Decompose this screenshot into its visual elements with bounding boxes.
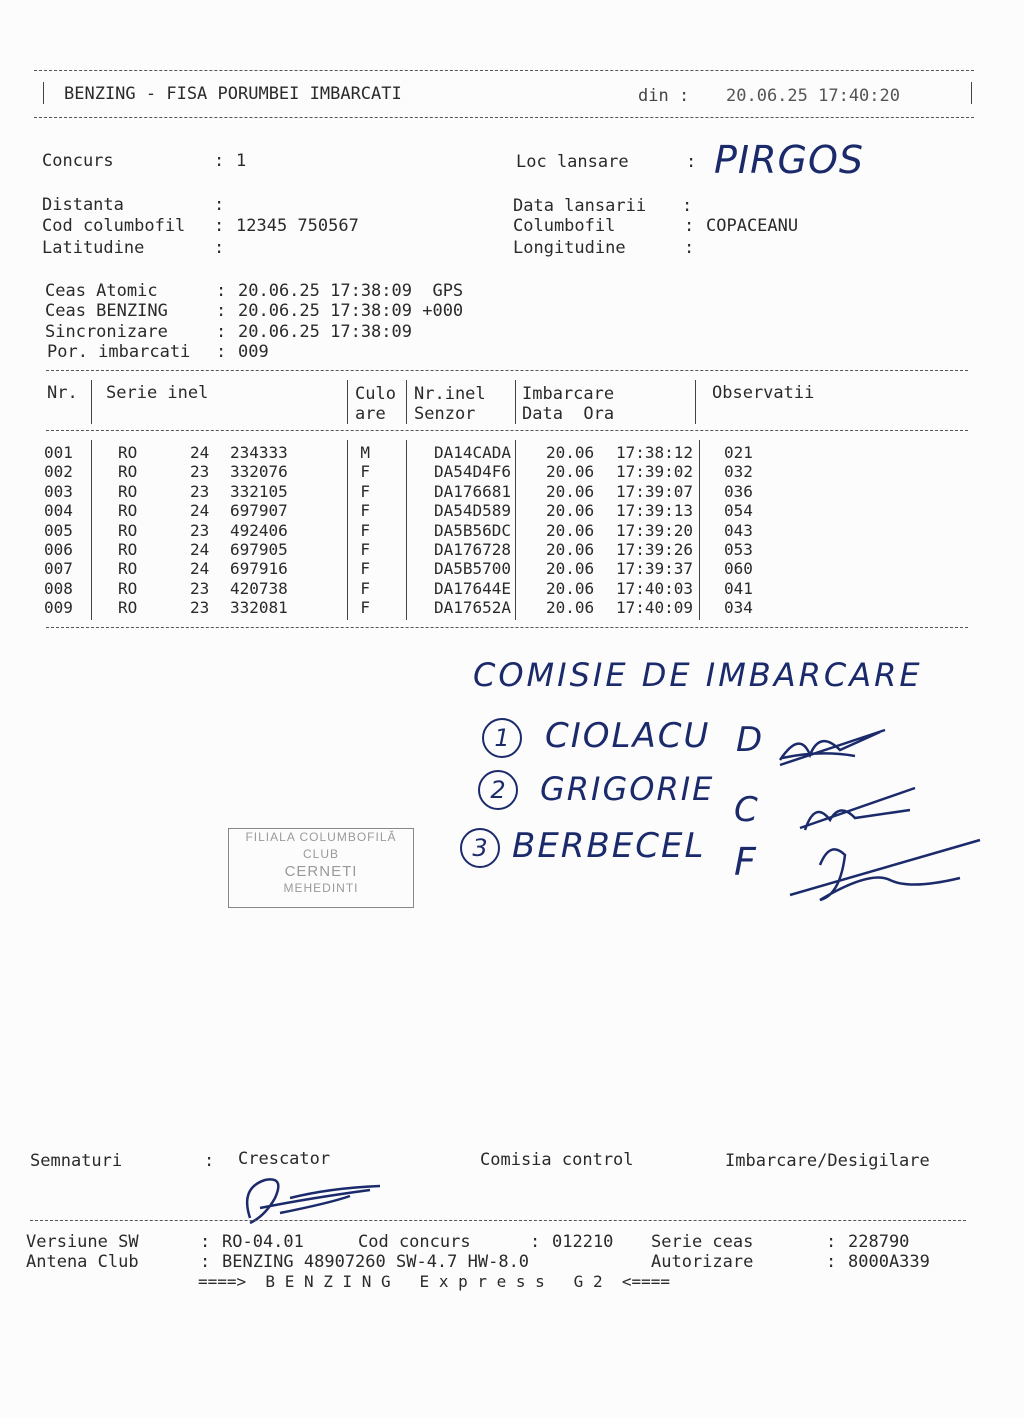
row-ora: 17:40:09 [616,598,694,618]
row-data: 20.06 [546,598,595,618]
col-divider-3 [406,380,407,424]
ceas-atomic-label: Ceas Atomic [45,281,158,301]
row-inel: 420738 [230,578,288,598]
row-nr: 007 [44,559,73,579]
row-senzor: DA5B56DC [434,520,512,540]
row-culoare [370,521,424,540]
row-senzor: DA54D589 [434,501,512,521]
colon: : [682,196,693,216]
col-header-imbarcare-2: Data Ora [522,404,615,424]
row-an: 24 [190,559,210,579]
row-sex: M [360,443,370,462]
row-inel: 697916 [230,559,288,579]
row-sex: F [360,559,370,579]
row-nr: 008 [44,578,73,598]
stamp-line-2: CLUB [302,847,339,861]
row-tara: RO [118,520,138,540]
member-mark: D [736,720,763,760]
col-header-culoare-2: are [355,404,386,424]
longitudine-label: Longitudine [513,238,626,258]
antena-value: BENZING 48907260 SW-4.7 HW-8.0 [222,1252,530,1272]
member-mark: C [734,790,758,830]
row-senzor: DA176728 [434,540,512,560]
cod-concurs-label: Cod concurs [358,1232,471,1252]
row-data: 20.06 [546,443,595,462]
header-border-right [971,82,972,104]
row-an: 24 [190,540,210,560]
colon: : [200,1232,211,1252]
row-tara: RO [118,443,138,462]
row-sex: F [360,501,370,521]
member-name: CIOLACU [545,716,711,756]
semnaturi-label: Semnaturi [30,1151,123,1171]
loc-lansare-value-handwritten: PIRGOS [714,138,865,182]
row-an: 23 [190,462,210,482]
row-nr: 006 [44,540,73,560]
concurs-value: 1 [236,151,247,171]
row-an: 24 [190,501,210,521]
row-nr: 005 [44,520,73,540]
row-nr: 009 [44,598,73,618]
header-date-label: din : [638,86,690,106]
row-sex: F [360,598,370,618]
row-culoare [370,443,424,462]
colon: : [204,1151,215,1171]
row-inel: 332076 [230,462,288,482]
row-inel: 234333 [230,443,288,462]
table-header-divider [46,430,968,431]
columbofil-value: COPACEANU [706,216,799,236]
row-nr: 002 [44,462,73,482]
table-row [44,443,784,462]
row-obs: 041 [724,578,753,598]
row-an: 24 [190,443,210,462]
col-header-imbarcare-1: Imbarcare [522,384,615,404]
colon: : [216,301,227,321]
col-header-culoare-1: Culo [355,384,396,404]
row-ora: 17:39:13 [616,501,694,521]
row-ora: 17:39:37 [616,559,694,579]
row-ora: 17:38:12 [616,443,694,462]
colon: : [214,216,225,236]
row-obs: 043 [724,520,753,540]
row-senzor: DA54D4F6 [434,462,512,482]
ceas-benzing-value: 20.06.25 17:38:09 +000 [238,301,464,321]
serie-ceas-label: Serie ceas [651,1232,754,1252]
colon: : [826,1252,837,1272]
sincronizare-label: Sincronizare [45,322,168,342]
latitudine-label: Latitudine [42,238,145,258]
club-stamp [228,828,414,908]
row-sex: F [360,462,370,482]
colon: : [216,281,227,301]
colon: : [200,1252,211,1272]
col-header-observatii: Observatii [712,383,815,403]
header-border-bottom [34,117,974,118]
row-senzor: DA14CADA [434,443,512,462]
row-ora: 17:39:07 [616,481,694,501]
cod-columbofil-value: 12345 750567 [236,216,359,236]
row-obs: 036 [724,481,753,501]
table-row [44,598,784,617]
row-culoare [370,501,424,520]
row-culoare [370,482,424,501]
ceas-benzing-label: Ceas BENZING [45,301,168,321]
row-senzor: DA17652A [434,598,512,618]
col-header-serie: Serie inel [106,383,209,403]
commission-signatures [760,720,1000,920]
row-nr: 001 [44,443,73,462]
row-data: 20.06 [546,481,595,501]
por-imbarcati-label: Por. imbarcati [47,342,191,362]
row-sex: F [360,578,370,598]
table-row [44,540,784,559]
col-divider-5 [695,380,696,424]
row-an: 23 [190,520,210,540]
col-divider-4 [515,380,516,424]
row-data: 20.06 [546,540,595,560]
row-inel: 332081 [230,598,288,618]
row-tara: RO [118,559,138,579]
distanta-label: Distanta [42,195,124,215]
col-header-nr: Nr. [47,383,78,403]
row-sex: F [360,520,370,540]
colon: : [214,195,225,215]
row-an: 23 [190,481,210,501]
colon: : [826,1232,837,1252]
row-obs: 032 [724,462,753,482]
row-data: 20.06 [546,501,595,521]
colon: : [214,151,225,171]
col-header-nrinel-2: Senzor [414,404,476,424]
stamp-line-3: CERNETI [284,863,358,880]
brand-line: ====> B E N Z I N G E x p r e s s G 2 <==== [198,1272,671,1291]
row-obs: 060 [724,559,753,579]
table-row [44,559,784,578]
member-mark: F [734,840,756,884]
row-ora: 17:40:03 [616,578,694,598]
member-number: 3 [460,828,500,868]
col-divider-1 [91,380,92,424]
row-ora: 17:39:20 [616,520,694,540]
stamp-line-1: FILIALA COLUMBOFILĂ [245,830,397,844]
header-border-top [34,70,974,71]
table-border-top [46,370,968,371]
table-row [44,521,784,540]
loc-lansare-label: Loc lansare [516,152,629,172]
table-row [44,579,784,598]
row-inel: 492406 [230,520,288,540]
row-sex: F [360,540,370,560]
row-an: 23 [190,578,210,598]
serie-ceas-value: 228790 [848,1232,910,1252]
row-data: 20.06 [546,578,595,598]
antena-label: Antena Club [26,1252,139,1272]
table-row [44,501,784,520]
table-row [44,482,784,501]
concurs-label: Concurs [42,151,114,171]
row-tara: RO [118,481,138,501]
columbofil-label: Columbofil [513,216,616,236]
row-obs: 054 [724,501,753,521]
versiune-label: Versiune SW [26,1232,139,1252]
ceas-atomic-value: 20.06.25 17:38:09 GPS [238,281,464,301]
crescator-label: Crescator [238,1149,331,1169]
col-header-nrinel-1: Nr.inel [414,384,486,404]
row-tara: RO [118,578,138,598]
row-ora: 17:39:02 [616,462,694,482]
table-row [44,462,784,481]
versiune-value: RO-04.01 [222,1232,304,1252]
sincronizare-value: 20.06.25 17:38:09 [238,322,412,342]
imbarcare-desigilare-label: Imbarcare/Desigilare [725,1151,930,1171]
member-name: BERBECEL [512,826,706,866]
member-number: 1 [482,718,522,758]
row-culoare [370,540,424,559]
row-obs: 053 [724,540,753,560]
por-imbarcati-value: 009 [238,342,269,362]
colon: : [684,216,695,236]
row-senzor: DA17644E [434,578,512,598]
row-inel: 697907 [230,501,288,521]
colon: : [684,238,695,258]
autorizare-value: 8000A339 [848,1252,930,1272]
row-senzor: DA5B5700 [434,559,512,579]
col-divider-2 [347,380,348,424]
header-title: BENZING - FISA PORUMBEI IMBARCATI [64,84,402,104]
row-obs: 021 [724,443,753,462]
header-date-value: 20.06.25 17:40:20 [726,86,900,106]
row-culoare [370,462,424,481]
data-lansarii-label: Data lansarii [513,196,647,216]
colon: : [530,1232,541,1252]
autorizare-label: Autorizare [651,1252,754,1272]
comisia-control-label: Comisia control [480,1150,634,1170]
crescator-signature [220,1168,400,1232]
row-tara: RO [118,501,138,521]
row-tara: RO [118,540,138,560]
row-an: 23 [190,598,210,618]
row-nr: 003 [44,481,73,501]
commission-title-handwritten: COMISIE DE IMBARCARE [473,656,923,694]
header-border-left [43,82,44,104]
row-obs: 034 [724,598,753,618]
row-data: 20.06 [546,462,595,482]
row-sex: F [360,481,370,501]
colon: : [216,342,227,362]
row-culoare [370,579,424,598]
cod-concurs-value: 012210 [552,1232,614,1252]
colon: : [214,238,225,258]
row-inel: 697905 [230,540,288,560]
row-ora: 17:39:26 [616,540,694,560]
colon: : [216,322,227,342]
row-tara: RO [118,462,138,482]
row-data: 20.06 [546,520,595,540]
row-data: 20.06 [546,559,595,579]
member-number: 2 [478,770,518,810]
member-name: GRIGORIE [540,770,715,808]
colon: : [686,152,697,172]
row-culoare [370,559,424,578]
table-border-bottom [46,627,968,628]
stamp-line-4: MEHEDINTI [283,881,359,895]
row-senzor: DA176681 [434,481,512,501]
row-nr: 004 [44,501,73,521]
row-inel: 332105 [230,481,288,501]
cod-columbofil-label: Cod columbofil [42,216,186,236]
pigeon-table [44,443,784,618]
row-tara: RO [118,598,138,618]
row-culoare [370,598,424,617]
footer-divider [30,1220,966,1221]
